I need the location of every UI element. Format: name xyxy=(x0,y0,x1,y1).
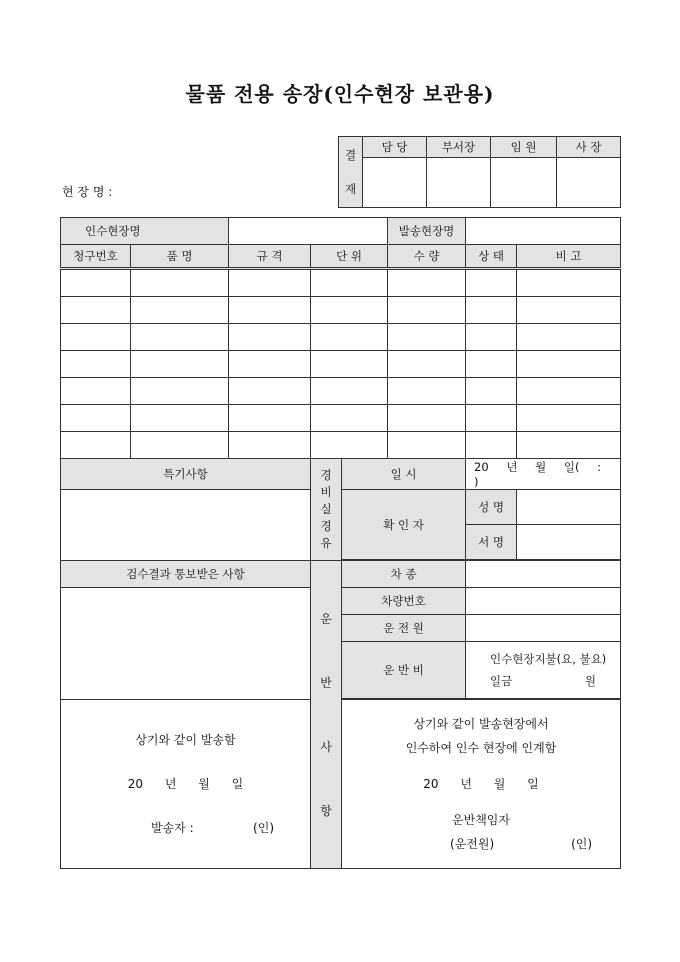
col-header: 청구번호 xyxy=(61,245,131,269)
col-header: 비 고 xyxy=(517,245,621,269)
approval-sign-box[interactable] xyxy=(491,158,557,208)
approval-role: 임 원 xyxy=(491,137,557,158)
table-row xyxy=(61,324,621,351)
approval-sign-box[interactable] xyxy=(557,158,621,208)
receive-site-field[interactable] xyxy=(229,218,388,245)
col-header: 단 위 xyxy=(311,245,388,269)
table-row xyxy=(61,405,621,432)
datetime-field[interactable]: 20 년 월 일( : ) xyxy=(466,459,621,490)
fare-label: 운 반 비 xyxy=(342,642,466,699)
table-row xyxy=(61,269,621,297)
table-row xyxy=(61,432,621,459)
driver-label: 운 전 원 xyxy=(342,615,466,642)
col-header: 상 태 xyxy=(466,245,517,269)
seal-mark: (인) xyxy=(253,821,275,835)
approval-label: 결 재 xyxy=(339,137,363,208)
table-row xyxy=(61,378,621,405)
name-label: 성 명 xyxy=(466,490,517,525)
special-notes-label: 특기사항 xyxy=(61,459,311,490)
inspection-label: 검수결과 통보받은 사항 xyxy=(61,561,311,588)
special-notes-field[interactable] xyxy=(61,490,311,561)
name-field[interactable] xyxy=(517,490,621,525)
col-header: 수 량 xyxy=(388,245,466,269)
seal-mark: (인) xyxy=(571,837,593,851)
send-site-field[interactable] xyxy=(466,218,621,245)
page-title: 물품 전용 송장(인수현장 보관용) xyxy=(185,82,495,106)
datetime-label: 일 시 xyxy=(342,459,466,490)
sign-label: 서 명 xyxy=(466,525,517,560)
invoice-table xyxy=(60,217,621,869)
sender-block: 상기와 같이 발송함 20 년 월 일 발송자 : (인) xyxy=(61,700,311,869)
sign-field[interactable] xyxy=(517,525,621,560)
receive-site-label: 인수현장명 xyxy=(61,218,229,245)
confirmer-label: 확 인 자 xyxy=(342,490,466,560)
table-row xyxy=(61,297,621,324)
inspection-field[interactable] xyxy=(61,588,311,700)
vehicle-no-label: 차량번호 xyxy=(342,588,466,615)
approval-role: 사 장 xyxy=(557,137,621,158)
send-site-label: 발송현장명 xyxy=(388,218,466,245)
col-header: 품 명 xyxy=(131,245,229,269)
approval-role: 담 당 xyxy=(363,137,427,158)
table-row xyxy=(61,351,621,378)
driver-field[interactable] xyxy=(466,615,621,642)
col-header: 규 격 xyxy=(229,245,311,269)
approval-table xyxy=(338,136,621,208)
fare-field[interactable]: 인수현장지불(요, 불요) 일금 원 xyxy=(466,642,621,699)
site-name-label: 현 장 명 : xyxy=(62,185,113,199)
reason-label: 경 비 실 경 유 xyxy=(311,459,342,561)
sender-label: 발송자 : xyxy=(151,821,194,835)
vehicle-type-label: 차 종 xyxy=(342,561,466,588)
approval-role: 부서장 xyxy=(427,137,491,158)
carrier-block: 상기와 같이 발송현장에서 인수하여 인수 현장에 인계함 20 년 월 일 운반책임자 (운전원) (인) xyxy=(342,700,621,869)
vehicle-type-field[interactable] xyxy=(466,561,621,588)
approval-sign-box[interactable] xyxy=(363,158,427,208)
transport-label: 운 반 사 항 xyxy=(311,561,342,869)
approval-sign-box[interactable] xyxy=(427,158,491,208)
vehicle-no-field[interactable] xyxy=(466,588,621,615)
